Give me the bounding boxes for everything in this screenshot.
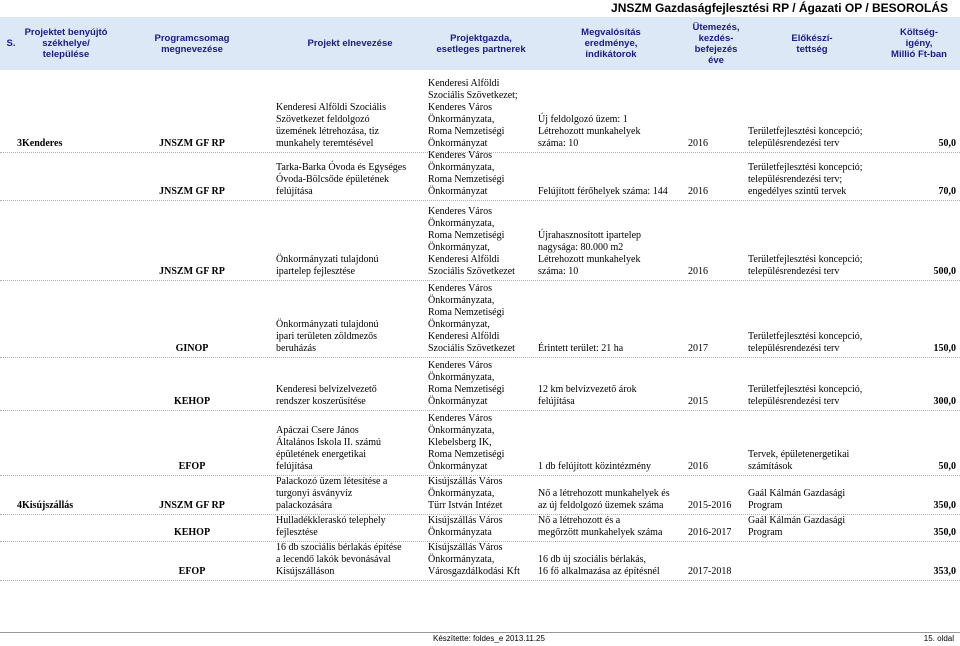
cell-owner: Kenderes Város Önkormányzata, Roma Nemzetiségi Önkormányzat: [428, 360, 505, 407]
cell-prep: Gaál Kálmán Gazdasági Program: [748, 515, 846, 538]
cell-name: Apáczai Csere János Általános Iskola II. számú épületének energetikai felújítása: [276, 425, 381, 472]
header-owner: Projektgazda, esetleges partnerek: [436, 32, 526, 55]
row-divider: [0, 580, 960, 581]
cell-name: Tarka-Barka Óvoda és Egységes Óvoda-Bölcsőde épületének felújítása: [276, 162, 407, 197]
cell-s: 3: [17, 138, 22, 149]
cell-s: 4: [17, 500, 22, 511]
cell-prep: [748, 541, 878, 578]
cell-city: Kenderes: [22, 138, 63, 149]
cell-city: [22, 410, 110, 473]
header-city: Projektet benyújtó székhelye/ települése: [24, 27, 108, 60]
cell-year: 2016: [688, 461, 708, 472]
cell-owner: Kisújszállás Város Önkormányzata: [428, 515, 503, 538]
cell-result: 1 db felújított közintézmény: [538, 461, 652, 472]
header-prep: Előkészí- tettség: [791, 32, 833, 55]
cell-city: [22, 514, 110, 539]
document-title: JNSZM Gazdaságfejlesztési RP / Ágazati OP / BESOROLÁS: [0, 0, 960, 17]
cell-prep: Gaál Kálmán Gazdasági Program: [748, 488, 846, 511]
cell-year: 2016: [688, 266, 708, 277]
footer-page-number: 15. oldal: [923, 634, 954, 643]
cell-name: Hulladékkleraskó telephely fejlesztése: [276, 515, 386, 538]
cell-prep: Tervek, épületenergetikai számítások: [748, 449, 850, 472]
cell-city: [22, 280, 110, 355]
cell-cost: 50,0: [938, 138, 956, 149]
cell-result: 12 km belvízvezető árok felújítása: [538, 384, 637, 407]
cell-city: Kisújszállás: [22, 500, 74, 511]
cell-s: [0, 514, 22, 539]
cell-city: [22, 541, 110, 578]
cell-result: Új feldolgozó üzem: 1 Létrehozott munkahelyek száma: 10: [538, 114, 641, 149]
cell-name: Önkormányzati tulajdonú ipari területen zöldmezős beruházás: [276, 319, 379, 354]
cell-cost: 70,0: [938, 186, 956, 197]
cell-cost: 500,0: [933, 266, 956, 277]
cell-s: [0, 541, 22, 578]
cell-program: JNSZM GF RP: [159, 500, 225, 511]
cell-prep: Területfejlesztési koncepció; településrendezési terv; engedélyes szintű tervek: [748, 162, 863, 197]
cell-prep: Területfejlesztési koncepció, településrendezési terv: [748, 331, 863, 354]
cell-prep: Területfejlesztési koncepció; településrendezési terv: [748, 126, 863, 149]
cell-cost: 150,0: [933, 343, 956, 354]
footer-divider: [0, 632, 960, 633]
cell-name: Kenderesi Alföldi Szociális Szövetkezet feldolgozó üzemének létrehozása, tiz munkahely teremtésével: [276, 102, 386, 149]
cell-s: [0, 152, 22, 198]
cell-result: Nő a létrehozott munkahelyek és az új feldolgozó üzemek száma: [538, 488, 670, 511]
header-s: S.: [6, 38, 16, 49]
cell-owner: Kisújszállás Város Önkormányzata, Türr István Intézet: [428, 476, 503, 511]
cell-year: 2017: [688, 343, 708, 354]
header-name: Projekt elnevezése: [307, 38, 393, 49]
cell-program: KEHOP: [173, 396, 211, 407]
header-result: Megvalósítás eredménye, indikátorok: [581, 27, 641, 60]
cell-result: Újrahasznosított ipartelep nagysága: 80.000 m2 Létrehozott munkahelyek száma: 10: [538, 230, 642, 277]
header-cost: Költség- igény, Millió Ft-ban: [891, 27, 947, 60]
cell-s: [0, 200, 22, 278]
cell-program: GINOP: [175, 343, 209, 354]
cell-owner: Kenderes Város Önkormányzata, Roma Nemzetiségi Önkormányzat, Kenderesi Alföldi Szociális Szövetkezet: [428, 283, 515, 354]
cell-program: KEHOP: [173, 527, 211, 538]
cell-name: Önkormányzati tulajdonú ipartelep fejlesztése: [276, 254, 379, 277]
cell-result: Felújított férőhelyek száma: 144: [538, 186, 668, 197]
cell-year: 2016: [688, 138, 708, 149]
cell-city: [22, 200, 110, 278]
cell-owner: Kenderesi Alföldi Szociális Szövetkezet; Kenderes Város Önkormányzata, Roma Nemzetiségi Önkormányzat: [428, 78, 518, 149]
cell-s: [0, 280, 22, 355]
cell-prep: Területfejlesztési koncepció; településrendezési terv: [748, 254, 863, 277]
cell-s: [0, 357, 22, 408]
cell-program: JNSZM GF RP: [159, 266, 225, 277]
cell-result: Érintett terület: 21 ha: [538, 343, 624, 354]
cell-year: 2016: [688, 186, 708, 197]
cell-program: EFOP: [178, 566, 206, 577]
cell-cost: 353,0: [933, 566, 956, 577]
cell-year: 2015-2016: [688, 500, 732, 511]
cell-program: EFOP: [178, 461, 206, 472]
cell-s: [0, 410, 22, 473]
cell-year: 2017-2018: [688, 566, 732, 577]
cell-cost: 300,0: [933, 396, 956, 407]
cell-owner: Kisújszállás Város Önkormányzata, Városgazdálkodási Kft: [428, 542, 520, 577]
header-program: Programcsomag megnevezése: [154, 32, 230, 55]
cell-city: [22, 152, 110, 198]
cell-program: JNSZM GF RP: [159, 138, 225, 149]
cell-owner: Kenderes Város Önkormányzata, Roma Nemzetiségi Önkormányzat, Kenderesi Alföldi Szociális Szövetkezet: [428, 206, 515, 277]
cell-program: JNSZM GF RP: [159, 186, 225, 197]
cell-cost: 50,0: [938, 461, 956, 472]
cell-year: 2015: [688, 396, 708, 407]
cell-city: [22, 357, 110, 408]
cell-result: 16 db új szociális bérlakás, 16 fő alkalmazása az építésnél: [538, 554, 660, 577]
cell-owner: Kenderes Város Önkormányzata, Roma Nemzetiségi Önkormányzat: [428, 150, 505, 197]
cell-result: Nő a létrehozott és a megőrzött munkahelyek száma: [538, 515, 663, 538]
cell-name: Kenderesi belvízelvezető rendszer koszerűsítése: [276, 384, 377, 407]
cell-cost: 350,0: [933, 500, 956, 511]
header-schedule: Ütemezés, kezdés- befejezés éve: [692, 21, 740, 66]
cell-cost: 350,0: [933, 527, 956, 538]
cell-name: Palackozó üzem létesítése a turgonyi ásványvíz palackozására: [276, 476, 388, 511]
cell-owner: Kenderes Város Önkormányzata, Klebelsberg IK, Roma Nemzetiségi Önkormányzat: [428, 413, 505, 472]
cell-name: 16 db szociális bérlakás építése a lecendő lakók bevonásával Kisújszálláson: [276, 542, 402, 577]
footer-created: Készítette: foldes_e 2013.11.25: [433, 634, 545, 643]
cell-year: 2016-2017: [688, 527, 732, 538]
cell-prep: Területfejlesztési koncepció, településrendezési terv: [748, 384, 863, 407]
